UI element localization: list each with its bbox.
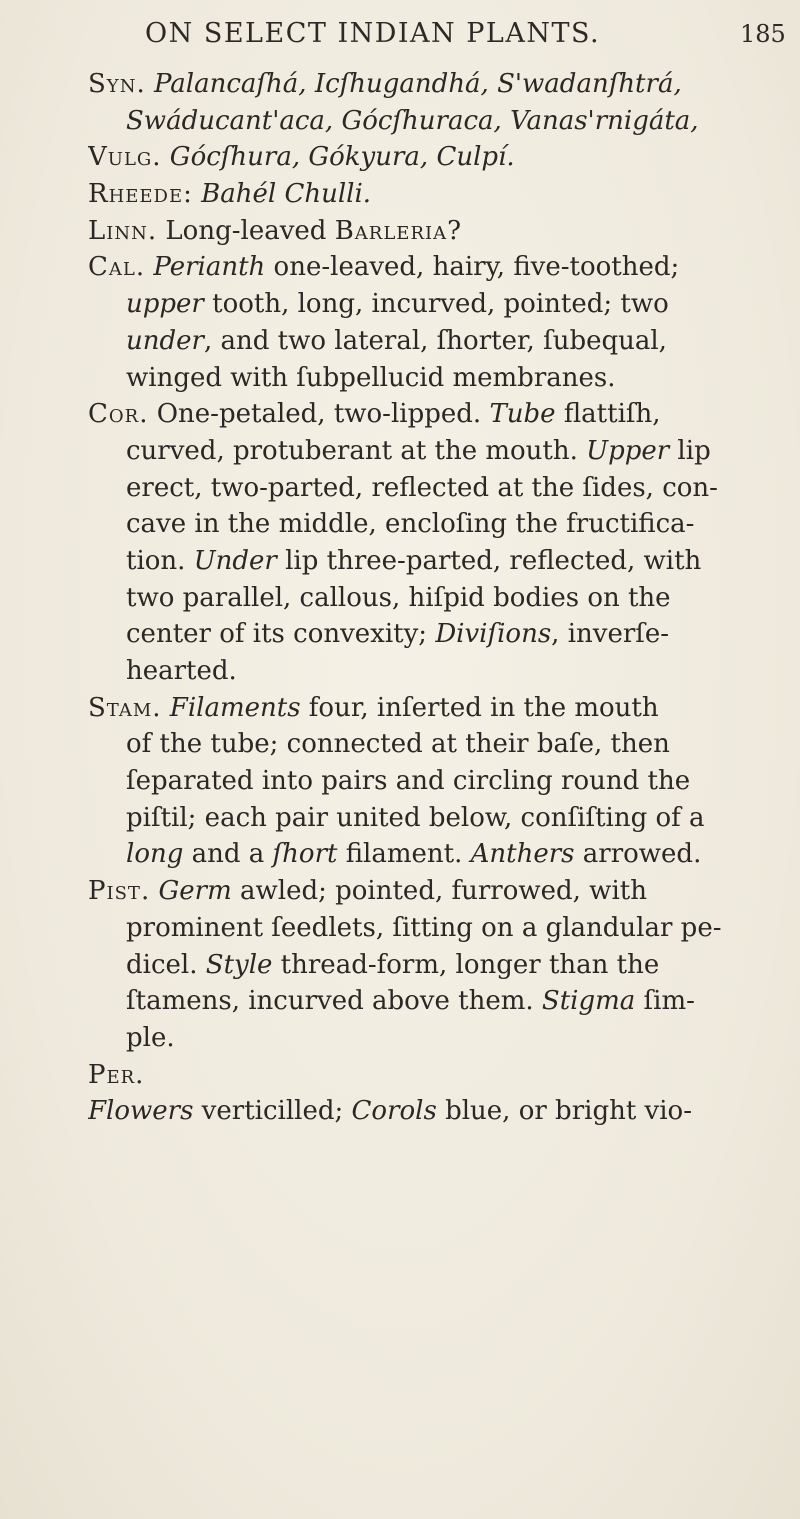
text-line: [88, 580, 792, 617]
line-text: under, and two lateral, ſhorter, ſubequal,: [126, 325, 667, 356]
line-text: prominent ſeedlets, ſitting on a glandular pe-: [126, 912, 722, 943]
line-text: Palancaſhá, Icſhugandhá, S'wadanſhtrá,: [153, 69, 682, 99]
line-text: Germ awled; pointed, furrowed, with: [158, 876, 647, 907]
line-text: ſeparated into pairs and circling round the: [126, 766, 691, 797]
text-line: [88, 983, 792, 1020]
line-text: Filaments four, inſerted in the mouth: [169, 692, 659, 723]
section-label: Vulg.: [88, 142, 162, 173]
text-line: [88, 1093, 792, 1130]
text-line: [88, 616, 792, 653]
text-line: [88, 249, 792, 286]
text-line: [88, 176, 792, 213]
running-title: ON SELECT INDIAN PLANTS.: [145, 18, 601, 49]
text-line: [88, 66, 792, 103]
text-line: [88, 1057, 792, 1094]
line-text: Bahél Chulli.: [192, 179, 372, 210]
line-text: piſtil; each pair united below, conſiſting of a: [126, 802, 705, 833]
line-text: hearted.: [126, 656, 237, 686]
section-label: Per.: [88, 1059, 145, 1090]
text-line: [88, 947, 792, 984]
text-line: [88, 360, 792, 397]
text-line: [88, 506, 792, 543]
botanical-description: [88, 66, 792, 1130]
text-line: [88, 800, 792, 837]
text-line: [88, 286, 792, 323]
line-text: long and a ſhort filament. Anthers arrowed.: [126, 839, 702, 870]
line-text: cave in the middle, encloſing the fructifica-: [126, 509, 695, 540]
text-line: [88, 396, 792, 433]
line-text: Swáducant'aca, Gócſhuraca, Vanas'rnigáta,: [126, 105, 699, 136]
section-label: Cal.: [88, 252, 146, 283]
line-text: center of its convexity; Diviſions, inverſe-: [126, 619, 670, 650]
text-line: [88, 690, 792, 727]
text-line: [88, 763, 792, 800]
line-text: Perianth one-leaved, hairy, five-toothed;: [153, 252, 680, 283]
text-line: [88, 213, 792, 250]
text-line: [88, 433, 792, 470]
line-text: winged with ſubpellucid membranes.: [126, 362, 616, 393]
line-text: erect, two-parted, reflected at the ſides, con-: [126, 472, 718, 503]
text-line: [88, 470, 792, 507]
text-line: [88, 103, 792, 140]
text-line: [88, 1020, 792, 1057]
text-line: [88, 836, 792, 873]
line-text: two parallel, callous, hiſpid bodies on the: [126, 582, 671, 613]
text-line: [88, 543, 792, 580]
text-line: [88, 323, 792, 360]
line-text: Gócſhura, Gókyura, Culpí.: [161, 142, 515, 173]
line-text: ple.: [126, 1022, 175, 1053]
text-line: [88, 139, 792, 176]
line-text: curved, protuberant at the mouth. Upper lip: [126, 435, 711, 466]
text-line: [88, 653, 792, 690]
section-label: Rheede:: [88, 179, 193, 210]
section-label: Stam.: [88, 692, 162, 723]
section-label: Syn.: [88, 69, 146, 99]
line-text: ſtamens, incurved above them. Stigma ſim-: [126, 986, 695, 1017]
line-text: One-petaled, two-lipped. Tube flattiſh,: [148, 399, 661, 430]
text-line: [88, 726, 792, 763]
section-label: Linn.: [88, 215, 158, 246]
running-head: [0, 14, 800, 54]
text-line: [88, 873, 792, 910]
text-line: [88, 910, 792, 947]
line-text: dicel. Style thread-form, longer than the: [126, 949, 660, 980]
line-text: Long-leaved Barleria?: [157, 215, 462, 246]
section-label: Pist.: [88, 876, 151, 907]
line-text: tion. Under lip three-parted, reflected, with: [126, 545, 702, 576]
line-text: upper tooth, long, incurved, pointed; two: [126, 289, 669, 320]
page-number: 185: [740, 20, 786, 48]
line-text: Flowers verticilled; Corols blue, or bright vio-: [88, 1096, 692, 1127]
section-label: Cor.: [88, 399, 149, 430]
line-text: of the tube; connected at their baſe, then: [126, 729, 670, 760]
